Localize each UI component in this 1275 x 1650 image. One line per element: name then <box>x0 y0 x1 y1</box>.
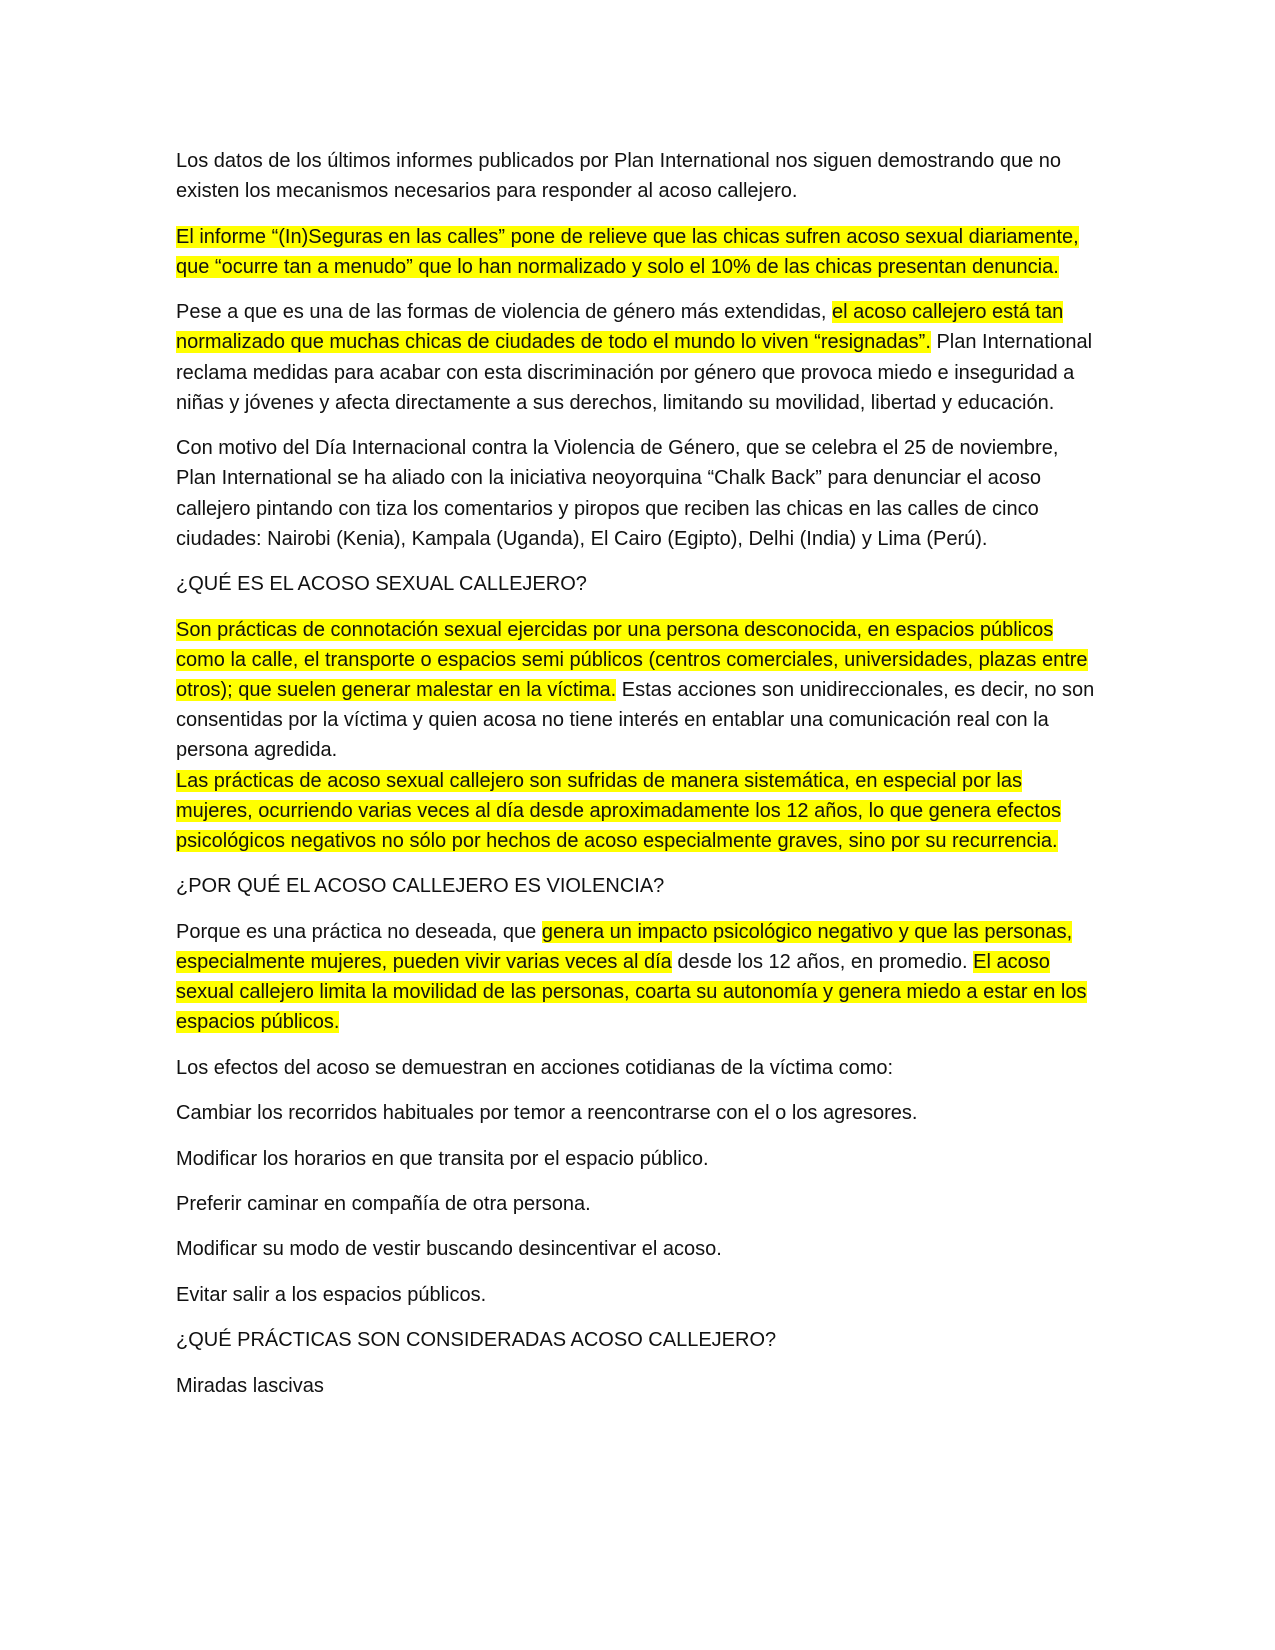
heading-por-que <box>176 871 1100 901</box>
paragraph-miradas <box>176 1371 1100 1401</box>
highlighted-text: El acoso sexual callejero limita la movilidad de las personas, coarta su autonomía y genera miedo a estar en los espacios públicos. <box>176 950 1087 1034</box>
text-span: ¿POR QUÉ EL ACOSO CALLEJERO ES VIOLENCIA? <box>176 875 665 898</box>
paragraph-efecto-2 <box>176 1144 1100 1174</box>
text-span: Pese a que es una de las formas de violencia de género más extendidas, <box>176 301 832 324</box>
paragraph-efecto-4 <box>176 1234 1100 1264</box>
paragraph-efectos <box>176 1053 1100 1083</box>
paragraph-efecto-1 <box>176 1098 1100 1128</box>
paragraph-efecto-5 <box>176 1280 1100 1310</box>
highlighted-text: genera un impacto psicológico negativo y que las personas, especialmente mujeres, pueden vivir varias veces al día <box>176 920 1073 973</box>
text-span: Preferir caminar en compañía de otra persona. <box>176 1192 591 1215</box>
text-span: Cambiar los recorridos habituales por temor a reencontrarse con el o los agresores. <box>176 1102 918 1125</box>
text-span: Modificar los horarios en que transita por el espacio público. <box>176 1147 709 1170</box>
highlighted-text: el acoso callejero está tan normalizado que muchas chicas de ciudades de todo el mundo lo viven “resignadas”. <box>176 301 1064 354</box>
text-span: ¿QUÉ PRÁCTICAS SON CONSIDERADAS ACOSO CALLEJERO? <box>176 1329 777 1352</box>
heading-que-es <box>176 569 1100 599</box>
paragraph-porque <box>176 917 1100 1038</box>
text-span: Miradas lascivas <box>176 1374 324 1397</box>
text-span: Estas acciones son unidireccionales, es decir, no son consentidas por la víctima y quien acosa no tiene interés en entablar una comunicación real con la persona agredida. <box>176 678 1095 762</box>
highlighted-text: El informe “(In)Seguras en las calles” pone de relieve que las chicas sufren acoso sexual diariamente, que “ocurre tan a menudo” que lo han normalizado y solo el 10% de las chicas presentan denuncia. <box>176 225 1079 278</box>
paragraph-informe <box>176 222 1100 282</box>
text-span: ¿QUÉ ES EL ACOSO SEXUAL CALLEJERO? <box>176 573 587 596</box>
paragraph-chalk-back <box>176 433 1100 554</box>
text-span: Los datos de los últimos informes publicados por Plan International nos siguen demostrando que no existen los mecanismos necesarios para responder al acoso callejero. <box>176 150 1061 203</box>
paragraph-efecto-3 <box>176 1189 1100 1219</box>
text-span: Los efectos del acoso se demuestran en acciones cotidianas de la víctima como: <box>176 1056 894 1079</box>
paragraph-sistematica <box>176 766 1100 857</box>
heading-practicas <box>176 1325 1100 1355</box>
text-span: Evitar salir a los espacios públicos. <box>176 1283 487 1306</box>
text-span: Porque es una práctica no deseada, que <box>176 920 542 943</box>
highlighted-text: Las prácticas de acoso sexual callejero son sufridas de manera sistemática, en especial por las mujeres, ocurriendo varias veces al día desde aproximadamente los 12 años, lo que genera efectos psicológicos negativos no sólo por hechos de acoso especialmente graves, sino por su recurrencia. <box>176 769 1061 852</box>
text-span: Modificar su modo de vestir buscando desincentivar el acoso. <box>176 1238 722 1261</box>
highlighted-text: Son prácticas de connotación sexual ejercidas por una persona desconocida, en espacios públicos como la calle, el transporte o espacios semi públicos (centros comerciales, universidades, plazas entre otros); que suelen generar malestar en la víctima. <box>176 618 1088 701</box>
text-span: Plan International reclama medidas para acabar con esta discriminación por género que provoca miedo e inseguridad a niñas y jóvenes y afecta directamente a sus derechos, limitando su movilidad, libertad y educación. <box>176 331 1093 414</box>
paragraph-intro <box>176 146 1100 206</box>
paragraph-definicion <box>176 615 1100 766</box>
text-span: desde los 12 años, en promedio. <box>671 950 974 973</box>
document-page <box>176 146 1100 1416</box>
paragraph-normalizado <box>176 297 1100 418</box>
text-span: Con motivo del Día Internacional contra la Violencia de Género, que se celebra el 25 de noviembre, Plan International se ha aliado con la iniciativa neoyorquina “Chalk Back” para denunciar el acoso callejero pintando con tiza los comentarios y piropos que reciben las chicas en las calles de cinco ciudades: Nairobi (Kenia), Kampala (Uganda), El Cairo (Egipto), Delhi (India) y Lima (Perú). <box>176 437 1059 550</box>
